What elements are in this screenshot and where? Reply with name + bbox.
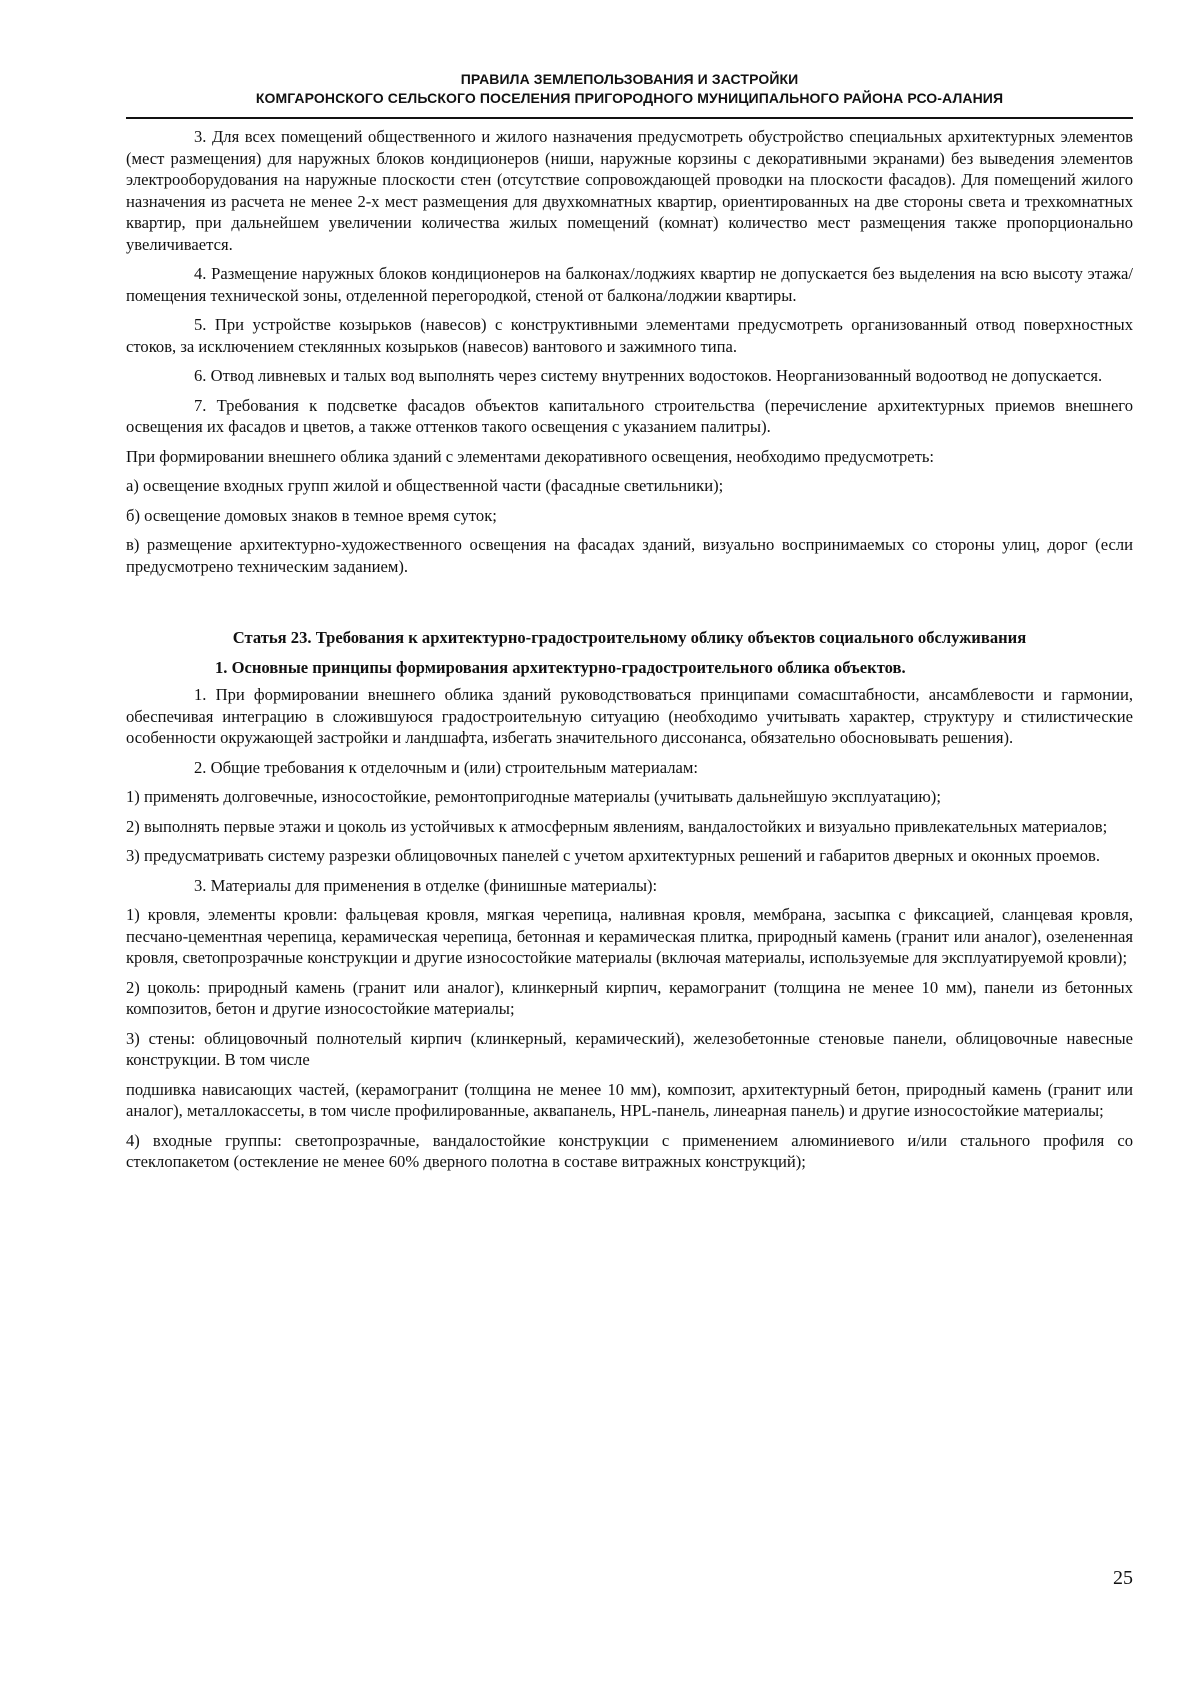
page-number: 25 — [1113, 1567, 1133, 1589]
header-line-1: ПРАВИЛА ЗЕМЛЕПОЛЬЗОВАНИЯ И ЗАСТРОЙКИ — [460, 71, 799, 87]
list-item-v: в) размещение архитектурно-художественного освещения на фасадах зданий, визуально воспринимаемых со стороны улиц, дорог (если предусмотрено техническим заданием). — [126, 535, 1133, 576]
header-divider — [126, 117, 1133, 119]
finish-material-plinth: 2) цоколь: природный камень (гранит или аналог), клинкерный кирпич, керамогранит (толщина не менее 10 мм), панели из бетонных композитов, бетон и другие износостойкие материалы; — [126, 977, 1133, 1018]
paragraph-item-7: 7. Требования к подсветке фасадов объектов капитального строительства (перечисление архитектурных приемов внешнего освещения их фасадов и цветов, а также оттенков такого освещения с указанием палитры). — [126, 395, 1133, 436]
list-item-a: а) освещение входных групп жилой и общественной части (фасадные светильники); — [126, 476, 724, 495]
finish-material-walls: 3) стены: облицовочный полнотелый кирпич (клинкерный, керамический), железобетонные стеновые панели, облицовочные навесные конструкции. В том числе — [126, 1028, 1133, 1069]
materials-requirements-heading: 2. Общие требования к отделочным и (или) строительным материалам: — [194, 757, 698, 777]
paragraph-item-4: 4. Размещение наружных блоков кондиционеров на балконах/лоджиях квартир не допускается без выделения на всю высоту этажа/помещения технической зоны, отделенной перегородкой, стеной от балкона/лоджии квартиры. — [126, 264, 1133, 305]
paragraph-item-6: 6. Отвод ливневых и талых вод выполнять через систему внутренних водостоков. Неорганизованный водоотвод не допускается. — [194, 366, 1103, 385]
article-subtitle: 1. Основные принципы формирования архитектурно-градостроительного облика объектов. — [215, 657, 906, 677]
article-title: Статья 23. Требования к архитектурно-градостроительному облику объектов социального обслуживания — [232, 628, 1027, 647]
page-header — [126, 70, 1133, 108]
paragraph-item-3: 3. Для всех помещений общественного и жилого назначения предусмотреть обустройство специальных архитектурных элементов (мест размещения) для наружных блоков кондиционеров (ниши, наружные корзины с декоративными экранами) без выведения элементов электрооборудования на наружные плоскости стен (отсутствие сопровождающей проводки на плоскости фасадов). Для помещений жилого назначения из расчета не менее 2-х мест размещения для двухкомнатных квартир, ориентированных на две стороны света и трехкомнатных квартир, при дальнейшем увеличении количества жилых помещений (комнат) количество мест размещения также пропорционально увеличивается. — [126, 127, 1133, 254]
list-item-b: б) освещение домовых знаков в темное время суток; — [126, 505, 497, 525]
paragraph-lighting-intro: При формировании внешнего облика зданий с элементами декоративного освещения, необходимо предусмотреть: — [126, 446, 935, 466]
header-line-2: КОМГАРОНСКОГО СЕЛЬСКОГО ПОСЕЛЕНИЯ ПРИГОРОДНОГО МУНИЦИПАЛЬНОГО РАЙОНА РСО-АЛАНИЯ — [255, 90, 1004, 106]
finish-material-walls-continued: подшивка нависающих частей, (керамогранит (толщина не менее 10 мм), композит, архитектурный бетон, природный камень (гранит или аналог), металлокассеты, в том числе профилированные, аквапанель, HPL-панель, линеарная панель) и другие износостойкие материалы; — [126, 1079, 1133, 1120]
materials-requirement-1: 1) применять долговечные, износостойкие, ремонтопригодные материалы (учитывать дальнейшую эксплуатацию); — [126, 787, 941, 806]
finish-material-roof: 1) кровля, элементы кровли: фальцевая кровля, мягкая черепица, наливная кровля, мембрана, засыпка с фиксацией, сланцевая кровля, песчано-цементная черепица, керамическая черепица, бетонная и керамическая плитка, природный камень (гранит или аналог), озелененная кровля, светопрозрачные конструкции и другие износостойкие материалы (включая материалы, используемые для эксплуатируемой кровли); — [126, 905, 1133, 967]
section-gap — [126, 585, 1133, 627]
page-body — [126, 126, 1133, 1181]
finish-materials-heading: 3. Материалы для применения в отделке (финишные материалы): — [194, 875, 658, 895]
paragraph-item-5: 5. При устройстве козырьков (навесов) с конструктивными элементами предусмотреть организованный отвод поверхностных стоков, за исключением стеклянных козырьков (навесов) вантового и зажимного типа. — [126, 315, 1133, 356]
materials-requirement-3: 3) предусматривать систему разрезки облицовочных панелей с учетом архитектурных решений и габаритов дверных и оконных проемов. — [126, 846, 1101, 865]
finish-material-entrances: 4) входные группы: светопрозрачные, вандалостойкие конструкции с применением алюминиевого и/или стального профиля со стеклопакетом (остекление не менее 60% дверного полотна в составе витражных конструкций); — [126, 1130, 1133, 1171]
materials-requirement-2: 2) выполнять первые этажи и цоколь из устойчивых к атмосферным явлениям, вандалостойких и визуально привлекательных материалов; — [126, 816, 1108, 836]
principles-paragraph-1: 1. При формировании внешнего облика зданий руководствоваться принципами сомасштабности, ансамблевости и гармонии, обеспечивая интеграцию в сложившуюся градостроительную ситуацию (необходимо учитывать характер, структуру и стилистические особенности окружающей застройки и ландшафта, избегать значительного диссонанса, обязательно обосновывать решения). — [126, 685, 1133, 747]
